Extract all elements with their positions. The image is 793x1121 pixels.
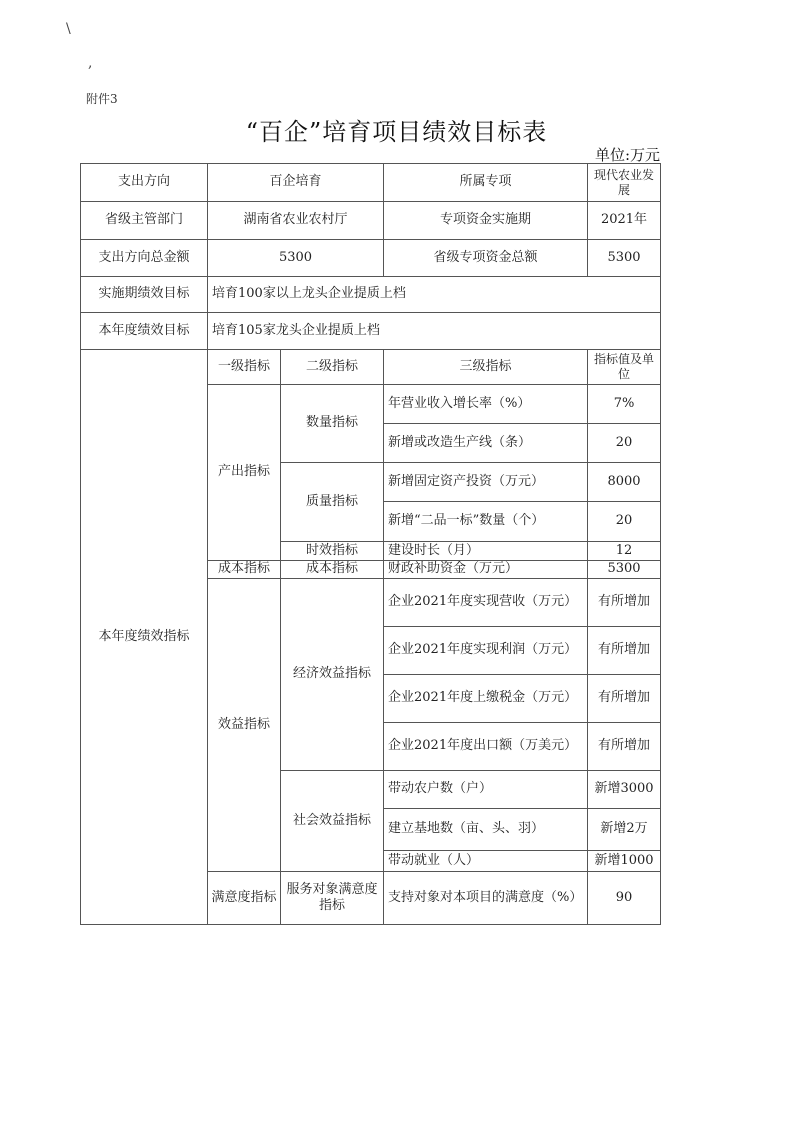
level3-indicator: 企业2021年度实现营收（万元） xyxy=(384,579,588,627)
indicator-value: 20 xyxy=(588,424,661,463)
indicator-value: 7% xyxy=(588,385,661,424)
level3-indicator: 支持对象对本项目的满意度（%） xyxy=(384,872,588,925)
scan-mark: , xyxy=(88,55,93,71)
value-cell: 5300 xyxy=(588,240,661,277)
value-cell: 5300 xyxy=(208,240,384,277)
level3-indicator: 企业2021年度实现利润（万元） xyxy=(384,627,588,675)
label-cell: 支出方向 xyxy=(81,164,208,202)
level3-indicator: 新增或改造生产线（条） xyxy=(384,424,588,463)
level3-indicator: 建立基地数（亩、头、羽） xyxy=(384,809,588,851)
value-cell: 2021年 xyxy=(588,202,661,240)
indicator-value: 新增1000 xyxy=(588,851,661,872)
indicator-value: 新增3000 xyxy=(588,771,661,809)
table-row xyxy=(81,202,661,240)
level3-indicator: 企业2021年度出口额（万美元） xyxy=(384,723,588,771)
table-row xyxy=(81,240,661,277)
indicator-value: 有所增加 xyxy=(588,675,661,723)
table-row xyxy=(81,277,661,313)
performance-table xyxy=(80,163,661,925)
label-cell: 专项资金实施期 xyxy=(384,202,588,240)
column-header: 二级指标 xyxy=(281,350,384,385)
attachment-label: 附件3 xyxy=(86,92,118,106)
indicator-value: 90 xyxy=(588,872,661,925)
indicator-value: 8000 xyxy=(588,463,661,502)
level1-satisfaction: 满意度指标 xyxy=(208,872,281,925)
table-row xyxy=(81,350,661,385)
table-row xyxy=(81,164,661,202)
value-cell: 培育105家龙头企业提质上档 xyxy=(208,313,661,350)
level3-indicator: 财政补助资金（万元） xyxy=(384,561,588,579)
level3-indicator: 带动就业（人） xyxy=(384,851,588,872)
level3-indicator: 年营业收入增长率（%） xyxy=(384,385,588,424)
indicator-value: 有所增加 xyxy=(588,723,661,771)
level2-satisfaction: 服务对象满意度指标 xyxy=(281,872,384,925)
level3-indicator: 新增“二品一标”数量（个） xyxy=(384,502,588,542)
document-title: “百企”培育项目绩效目标表 xyxy=(245,118,548,146)
column-header: 三级指标 xyxy=(384,350,588,385)
label-cell: 本年度绩效目标 xyxy=(81,313,208,350)
level2-quantity: 数量指标 xyxy=(281,385,384,463)
level2-social: 社会效益指标 xyxy=(281,771,384,872)
level2-timeliness: 时效指标 xyxy=(281,542,384,561)
scan-mark: \ xyxy=(66,21,71,37)
value-cell: 湖南省农业农村厅 xyxy=(208,202,384,240)
indicator-value: 新增2万 xyxy=(588,809,661,851)
label-cell: 实施期绩效目标 xyxy=(81,277,208,313)
indicator-value: 有所增加 xyxy=(588,627,661,675)
value-cell: 培育100家以上龙头企业提质上档 xyxy=(208,277,661,313)
value-cell: 百企培育 xyxy=(208,164,384,202)
label-cell: 支出方向总金额 xyxy=(81,240,208,277)
column-header: 一级指标 xyxy=(208,350,281,385)
column-header: 指标值及单位 xyxy=(588,350,661,385)
level1-benefit: 效益指标 xyxy=(208,579,281,872)
label-cell: 省级专项资金总额 xyxy=(384,240,588,277)
level3-indicator: 带动农户数（户） xyxy=(384,771,588,809)
level1-output: 产出指标 xyxy=(208,385,281,561)
indicator-value: 有所增加 xyxy=(588,579,661,627)
indicator-value: 12 xyxy=(588,542,661,561)
label-cell: 所属专项 xyxy=(384,164,588,202)
level3-indicator: 新增固定资产投资（万元） xyxy=(384,463,588,502)
table-row xyxy=(81,313,661,350)
indicator-value: 5300 xyxy=(588,561,661,579)
level1-cost: 成本指标 xyxy=(208,561,281,579)
unit-label: 单位:万元 xyxy=(594,146,660,164)
indicator-value: 20 xyxy=(588,502,661,542)
level2-economic: 经济效益指标 xyxy=(281,579,384,771)
level2-quality: 质量指标 xyxy=(281,463,384,542)
value-cell: 现代农业发展 xyxy=(588,164,661,202)
level3-indicator: 企业2021年度上缴税金（万元） xyxy=(384,675,588,723)
level3-indicator: 建设时长（月） xyxy=(384,542,588,561)
indicator-section-label: 本年度绩效指标 xyxy=(81,350,208,925)
level2-cost: 成本指标 xyxy=(281,561,384,579)
label-cell: 省级主管部门 xyxy=(81,202,208,240)
